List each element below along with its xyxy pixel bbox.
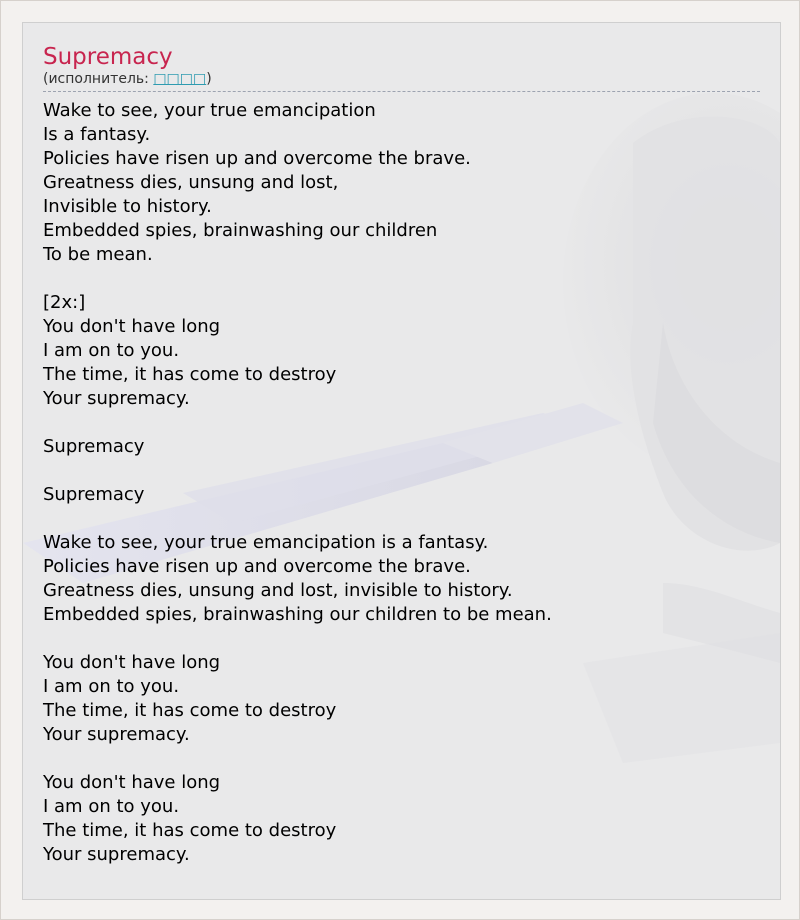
lyric-line: I am on to you. (43, 676, 180, 697)
lyric-line: Your supremacy. (43, 844, 190, 865)
lyric-line: Supremacy (43, 484, 145, 505)
lyric-line: Invisible to history. (43, 196, 212, 217)
lyric-blank-line (43, 267, 760, 291)
lyric-line: Greatness dies, unsung and lost, invisible to history. (43, 580, 513, 601)
lyric-line: Wake to see, your true emancipation is a fantasy. (43, 532, 489, 553)
artist-line (43, 71, 760, 92)
artist-link[interactable]: □□□□ (153, 71, 207, 87)
lyric-line: Your supremacy. (43, 388, 190, 409)
lyric-line: [2x:] (43, 292, 86, 313)
lyric-line: You don't have long (43, 316, 221, 337)
lyric-line: Policies have risen up and overcome the brave. (43, 148, 471, 169)
lyric-blank-line (43, 507, 760, 531)
lyric-blank-line (43, 747, 760, 771)
lyric-line: Embedded spies, brainwashing our children (43, 220, 438, 241)
lyric-line: Your supremacy. (43, 724, 190, 745)
lyric-line: I am on to you. (43, 796, 180, 817)
lyric-line: The time, it has come to destroy (43, 364, 337, 385)
lyric-line: You don't have long (43, 772, 221, 793)
lyric-line: Policies have risen up and overcome the brave. (43, 556, 471, 577)
lyric-line: You don't have long (43, 652, 221, 673)
lyric-blank-line (43, 411, 760, 435)
lyric-line: Is a fantasy. (43, 124, 151, 145)
lyric-line: To be mean. (43, 244, 153, 265)
lyric-line: The time, it has come to destroy (43, 820, 337, 841)
lyric-blank-line (43, 627, 760, 651)
lyrics-content (43, 43, 760, 867)
lyrics-body (43, 99, 760, 867)
lyrics-card (22, 22, 781, 900)
lyric-line: Wake to see, your true emancipation (43, 100, 376, 121)
song-title: Supremacy (43, 44, 173, 70)
lyric-blank-line (43, 459, 760, 483)
lyric-line: I am on to you. (43, 340, 180, 361)
artist-prefix: (исполнитель: (43, 71, 154, 87)
lyric-line: Greatness dies, unsung and lost, (43, 172, 339, 193)
lyric-line: Supremacy (43, 436, 145, 457)
lyric-line: Embedded spies, brainwashing our children to be mean. (43, 604, 552, 625)
lyric-line: The time, it has come to destroy (43, 700, 337, 721)
artist-suffix: ) (206, 71, 212, 87)
